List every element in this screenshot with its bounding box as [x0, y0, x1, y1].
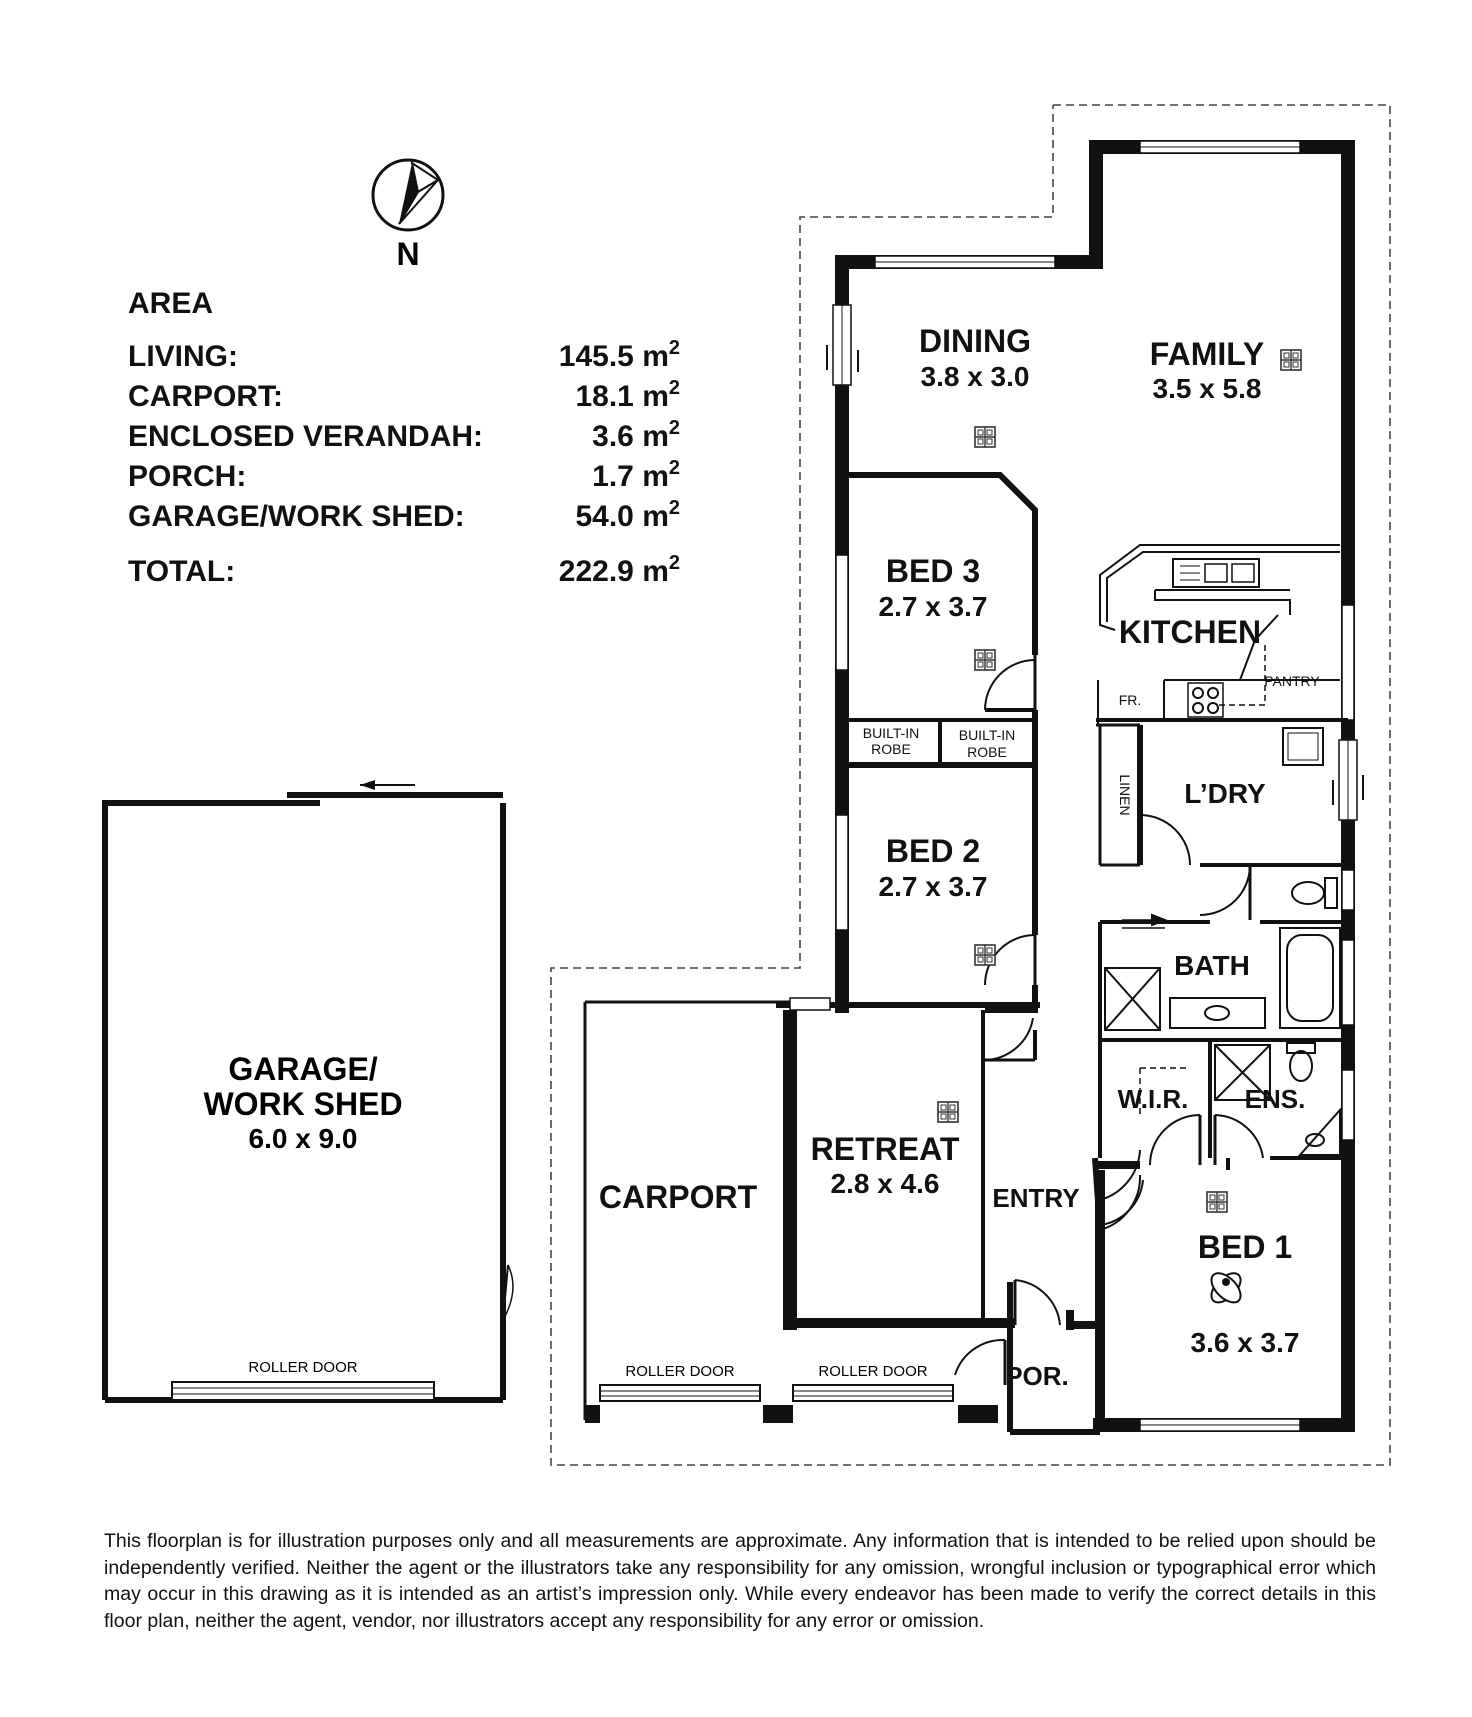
garage-label-line2: WORK SHED [203, 1086, 403, 1122]
area-sup-porch: 2 [668, 457, 680, 479]
room-label-kitchen: KITCHEN [1118, 614, 1262, 650]
carport-roller-door-label-1: ROLLER DOOR [625, 1363, 735, 1380]
room-label-fridge: FR. [1118, 692, 1142, 708]
area-table [128, 287, 680, 588]
area-value-living: 145.5 m [558, 340, 669, 373]
area-sup-verandah: 2 [668, 417, 680, 439]
area-sup-living: 2 [668, 337, 680, 359]
room-label-bed2: BED 2 [885, 833, 981, 869]
area-label-living: LIVING: [128, 340, 238, 373]
area-label-carport: CARPORT: [128, 380, 283, 413]
area-label-verandah: ENCLOSED VERANDAH: [128, 420, 484, 453]
room-label-carport: CARPORT [598, 1179, 758, 1215]
area-label-porch: PORCH: [128, 460, 247, 493]
room-dim-dining: 3.8 x 3.0 [920, 361, 1030, 392]
area-label-garage: GARAGE/WORK SHED: [128, 500, 465, 533]
room-label-family: FAMILY [1149, 336, 1265, 372]
room-label-porch: POR. [1005, 1361, 1069, 1391]
light-icon [938, 1102, 958, 1122]
room-dim-bed3: 2.7 x 3.7 [878, 591, 988, 622]
area-value-porch: 1.7 m [592, 460, 669, 493]
area-sup-carport: 2 [668, 377, 680, 399]
compass-icon [373, 160, 443, 230]
svg-text:1.7 m2 [592, 457, 680, 493]
room-dim-bed1: 3.6 x 3.7 [1190, 1327, 1300, 1358]
room-dim-retreat: 2.8 x 4.6 [830, 1168, 940, 1199]
svg-text:222.9 m2 [559, 552, 680, 588]
compass-label: N [396, 236, 420, 272]
area-label-total: TOTAL: [128, 555, 236, 588]
room-label-retreat: RETREAT [810, 1131, 960, 1167]
room-dim-bed2: 2.7 x 3.7 [878, 871, 988, 902]
kitchen-benches [1100, 545, 1340, 765]
room-label-bath: BATH [1174, 950, 1250, 981]
room-label-linen: LINEN [1117, 774, 1133, 816]
light-icon [975, 650, 995, 670]
carport-roller-door-label-2: ROLLER DOOR [818, 1363, 928, 1380]
garage-dim: 6.0 x 9.0 [248, 1123, 358, 1154]
svg-text:18.1 m2 [575, 377, 680, 413]
area-value-verandah: 3.6 m [592, 420, 669, 453]
light-icon [975, 427, 995, 447]
room-label-ens: ENS. [1244, 1084, 1306, 1114]
robe2-label-line2: ROBE [967, 744, 1007, 760]
robe1-label-line1: BUILT-IN [862, 725, 920, 741]
room-label-bed1: BED 1 [1197, 1229, 1293, 1265]
light-icon [1281, 350, 1301, 370]
room-label-entry: ENTRY [992, 1183, 1080, 1213]
room-label-bed3: BED 3 [885, 553, 981, 589]
light-icon [1207, 1192, 1227, 1212]
light-icon [975, 945, 995, 965]
ceiling-fan-icon [1206, 1268, 1246, 1308]
robe1-label-line2: ROBE [871, 741, 911, 757]
room-dim-family: 3.5 x 5.8 [1152, 373, 1262, 404]
carport-roller-doors [600, 1385, 953, 1401]
room-label-laundry: L’DRY [1184, 778, 1266, 809]
area-value-garage: 54.0 m [575, 500, 669, 533]
room-label-dining: DINING [919, 323, 1031, 359]
garage-label-line1: GARAGE/ [228, 1051, 378, 1087]
disclaimer-text: This floorplan is for illustration purposes only and all measurements are approximate. Any information that is intended to be relied upon should be independently verified. Neither the agent or the illustrators take any responsibility for any omission, wrongful inclusion or typographical error which may occur in this drawing as it is intended as an artist’s impression only. While every endeavor has been made to verify the correct details in this floor plan, neither the agent, vendor, nor illustrators accept any responsibility for any error or omission. [104, 1530, 1376, 1632]
room-label-pantry: PANTRY [1264, 673, 1320, 689]
area-sup-total: 2 [668, 552, 680, 574]
area-title: AREA [128, 287, 214, 320]
robe2-label-line1: BUILT-IN [958, 727, 1016, 743]
room-label-wir: W.I.R. [1117, 1084, 1189, 1114]
area-value-carport: 18.1 m [575, 380, 669, 413]
garage-roller-door-label: ROLLER DOOR [248, 1359, 358, 1376]
svg-text:145.5 m2 [559, 337, 680, 373]
svg-text:3.6 m2 [592, 417, 680, 453]
svg-text:54.0 m2 [575, 497, 680, 533]
area-sup-garage: 2 [668, 497, 680, 519]
area-value-total: 222.9 m [558, 555, 669, 588]
